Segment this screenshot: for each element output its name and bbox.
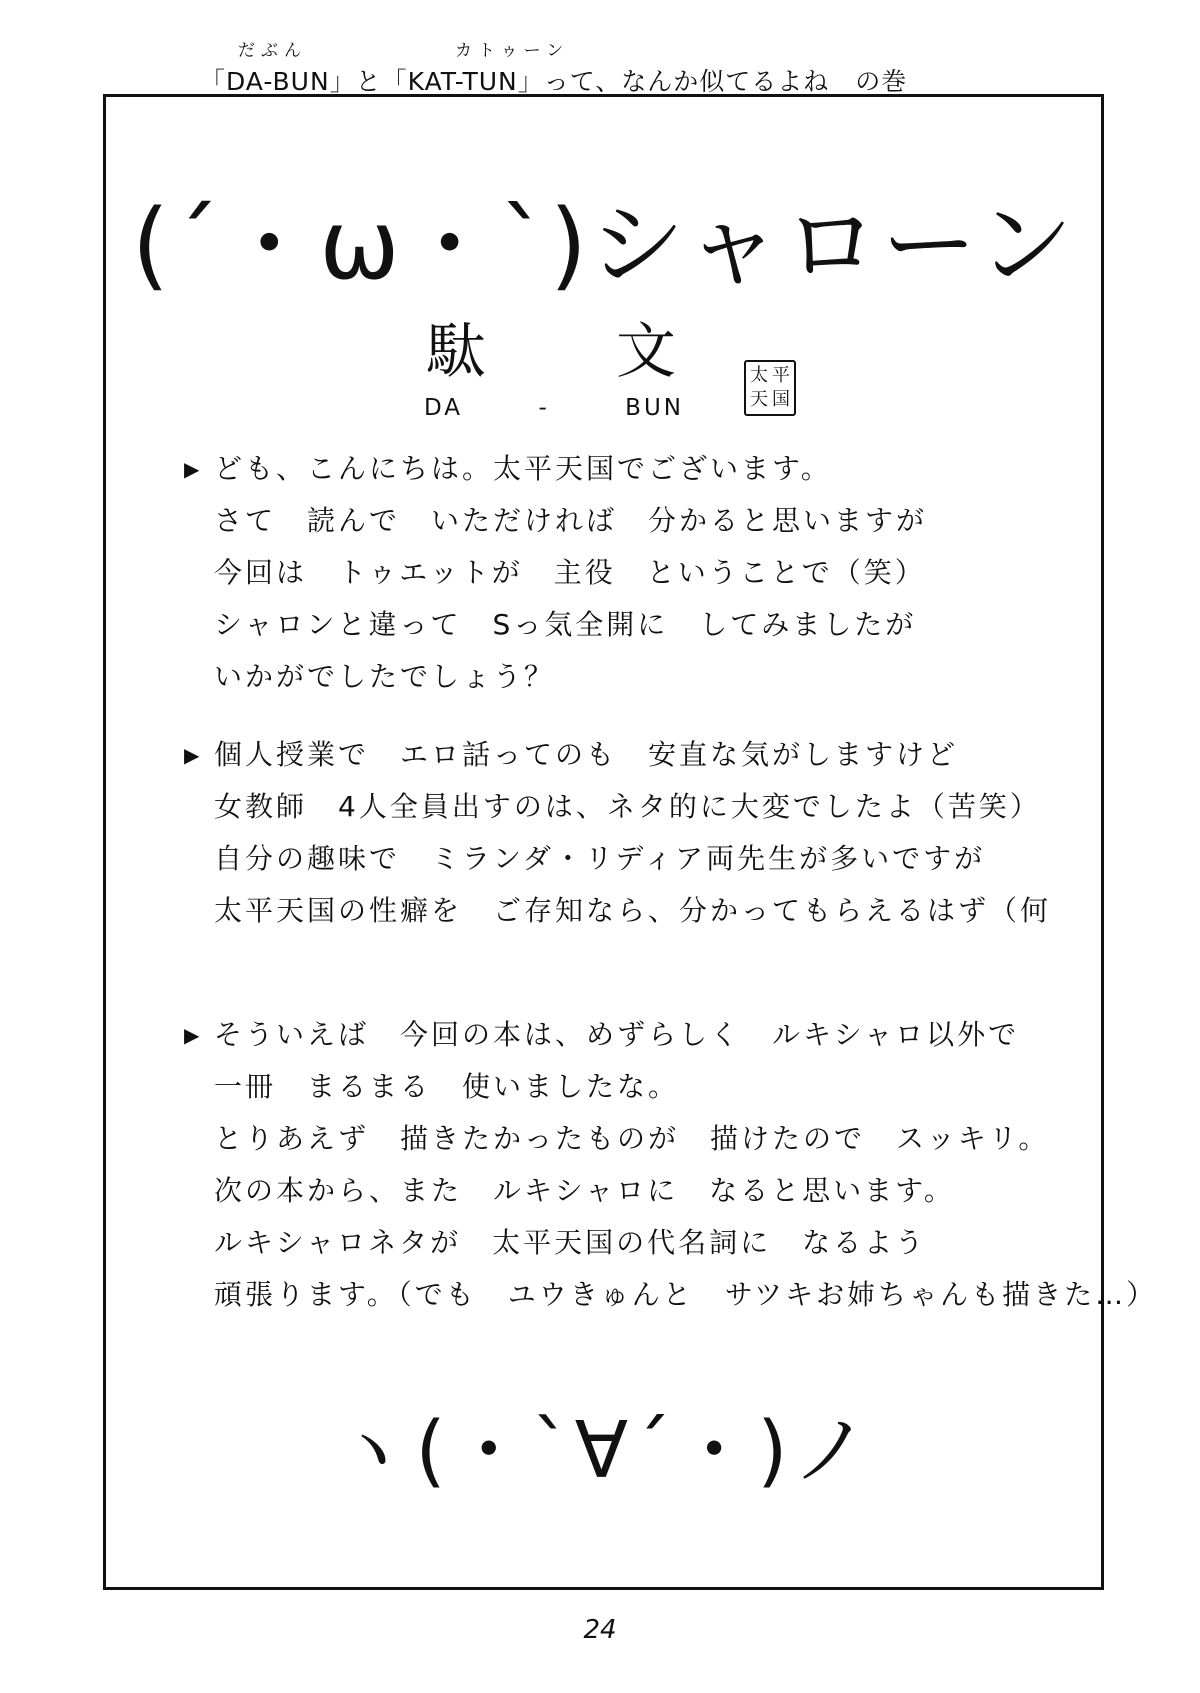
text-line: ルキシャロネタが 太平天国の代名詞に なるよう <box>214 1226 927 1259</box>
paragraph-3 <box>182 1009 1158 1321</box>
text-line: 今回は トゥエットが 主役 ということで（笑） <box>214 556 926 589</box>
author-seal <box>744 360 796 416</box>
text-line: とりあえず 描きたかったものが 描けたので スッキリ。 <box>214 1122 1050 1155</box>
text-line: ども、こんにちは。太平天国でございます。 <box>214 452 832 485</box>
kaomoji-sharon: (´・ω・`)シャローン <box>131 189 1076 301</box>
text-line: 自分の趣味で ミランダ・リディア両先生が多いですが <box>214 842 986 875</box>
text-line: 女教師 4人全員出すのは、ネタ的に大変でしたよ（苦笑） <box>214 790 1041 823</box>
text-line: 次の本から、また ルキシャロに なると思います。 <box>214 1174 955 1207</box>
text-line: 頑張ります。（でも ユウきゅんと サツキお姉ちゃんも描きた…） <box>214 1278 1158 1311</box>
header-title: 「DA-BUN」と「KAT-TUN」って、なんか似てるよね の巻 <box>200 67 908 96</box>
text-line: 太平天国の性癖を ご存知なら、分かってもらえるはず（何 <box>214 894 1052 927</box>
seal-char: 天 <box>750 389 768 410</box>
text-line: シャロンと違って Sっ気全開に してみましたが <box>214 608 917 641</box>
page-header <box>180 36 1040 98</box>
seal-char: 平 <box>772 365 790 386</box>
kaomoji-cheer: ヽ(・`∀´・)ノ <box>333 1406 874 1496</box>
ruby-kattun: カトゥーン <box>455 41 570 61</box>
text-line: 一冊 まるまる 使いましたな。 <box>214 1070 680 1103</box>
seal-char: 国 <box>772 389 790 410</box>
afterword-title <box>426 317 676 387</box>
bullet-arrow-icon: ▶ <box>184 1023 200 1047</box>
afterword-romaji <box>424 395 684 421</box>
text-line: いかがでしたでしょう？ <box>214 660 556 693</box>
content-frame <box>103 94 1158 1590</box>
page-number: 24 <box>583 1615 617 1645</box>
romaji-da: DA <box>424 395 464 421</box>
text-line: 個人授業で エロ話ってのも 安直な気がしますけど <box>214 738 959 771</box>
text-line: そういえば 今回の本は、めずらしく ルキシャロ以外で <box>214 1018 1020 1051</box>
seal-char: 太 <box>750 365 768 386</box>
romaji-bun: BUN <box>625 395 684 421</box>
bullet-arrow-icon: ▶ <box>184 457 200 481</box>
bullet-arrow-icon: ▶ <box>184 743 200 767</box>
romaji-dash: - <box>538 395 550 421</box>
title-kanji-bun: 文 <box>616 317 676 387</box>
paragraph-1 <box>182 443 1042 703</box>
text-line: さて 読んで いただければ 分かると思いますが <box>214 504 928 537</box>
title-kanji-da: 駄 <box>426 317 486 387</box>
ruby-dabun: だぶん <box>238 41 307 61</box>
paragraph-2 <box>182 729 1052 937</box>
